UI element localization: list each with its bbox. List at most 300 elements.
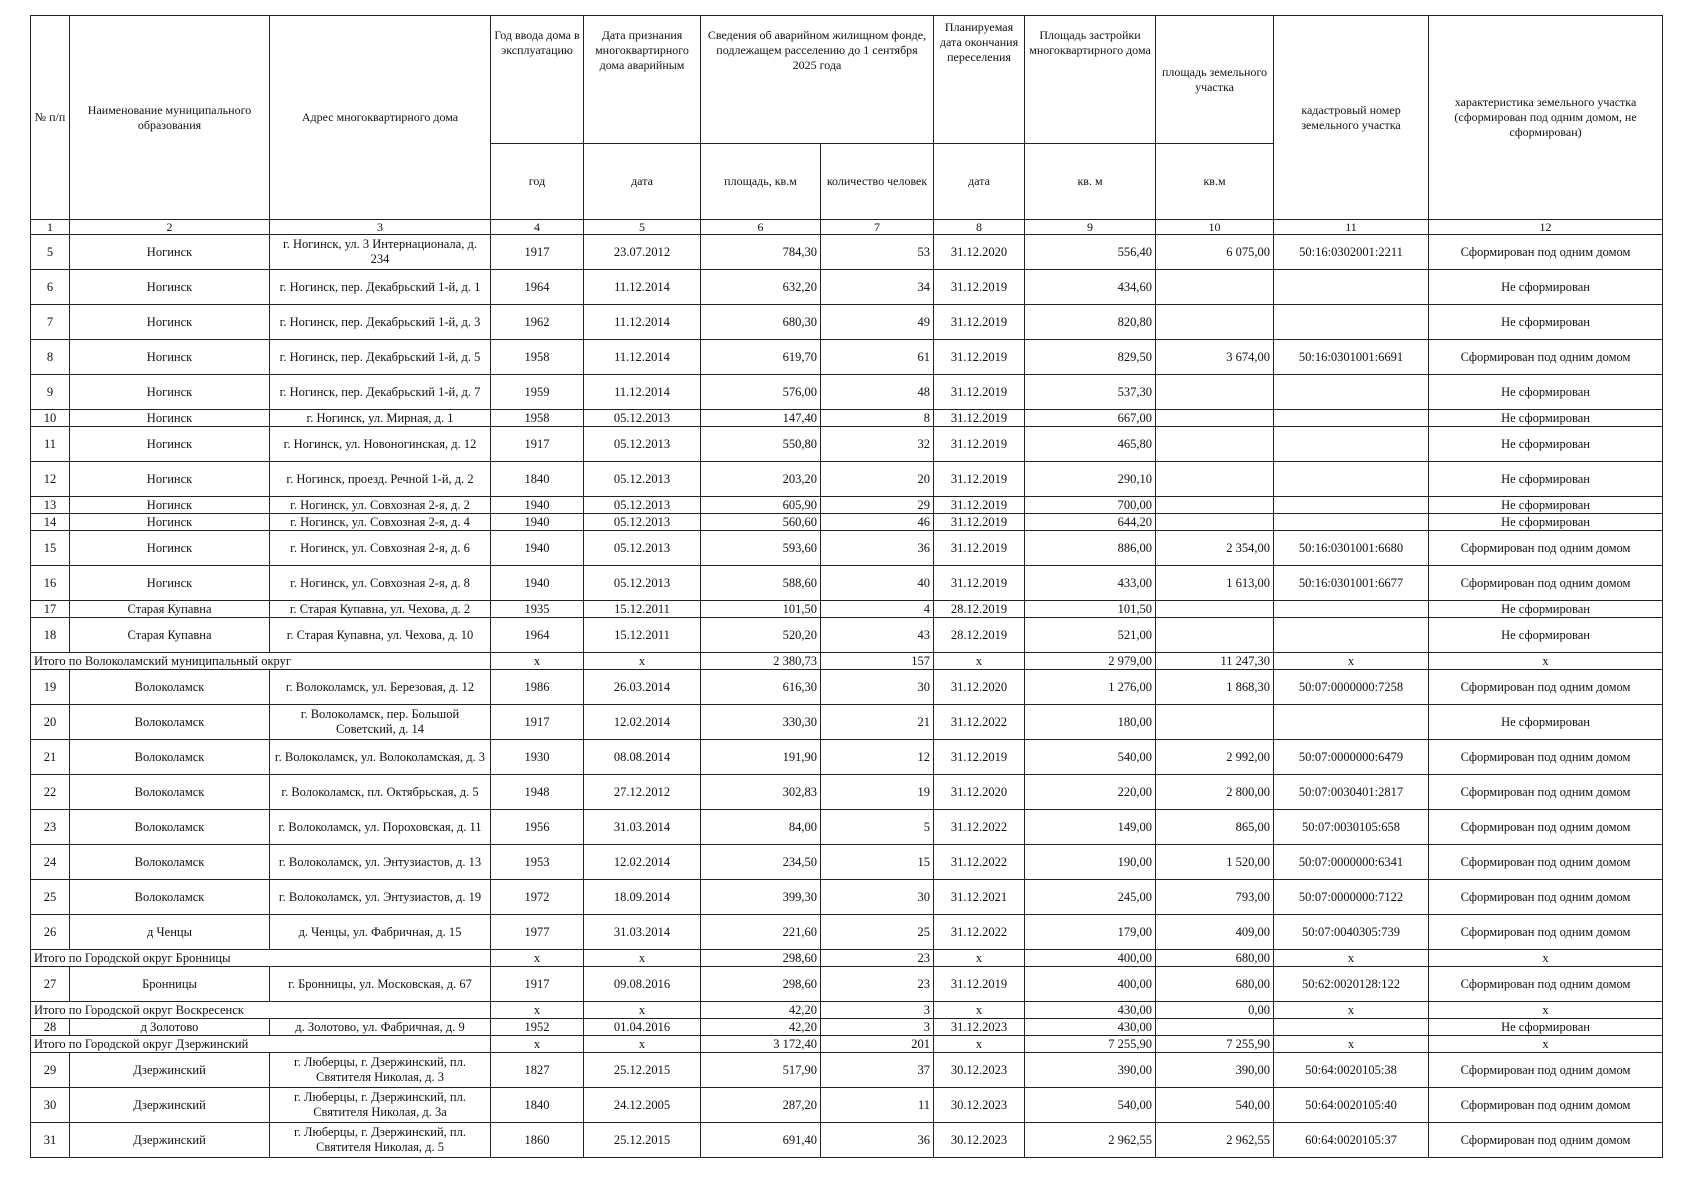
emergency-date-cell: 11.12.2014 xyxy=(584,340,701,375)
area-cell: 234,50 xyxy=(701,845,821,880)
planned-date-cell: 31.12.2019 xyxy=(934,375,1025,410)
area-cell: 221,60 xyxy=(701,915,821,950)
column-number: 3 xyxy=(270,220,491,235)
municipality-cell: Ногинск xyxy=(70,531,270,566)
area-cell: 520,20 xyxy=(701,618,821,653)
table-row xyxy=(31,775,1663,810)
built-area-cell: 430,00 xyxy=(1025,1019,1156,1036)
address-cell: г. Ногинск, пер. Декабрьский 1-й, д. 1 xyxy=(270,270,491,305)
people-cell: 3 xyxy=(821,1019,934,1036)
land-characteristic-cell: Сформирован под одним домом xyxy=(1429,915,1663,950)
subheader-plan-date: дата xyxy=(934,144,1025,220)
year-cell: 1959 xyxy=(491,375,584,410)
year-cell: 1952 xyxy=(491,1019,584,1036)
area-cell: 680,30 xyxy=(701,305,821,340)
year-cell: 1977 xyxy=(491,915,584,950)
area-cell: 588,60 xyxy=(701,566,821,601)
year-cell: 1930 xyxy=(491,740,584,775)
emergency-date-cell: 09.08.2016 xyxy=(584,967,701,1002)
row-number: 13 xyxy=(31,497,70,514)
municipality-cell: Волоколамск xyxy=(70,880,270,915)
municipality-cell: Дзержинский xyxy=(70,1053,270,1088)
subtotal-people: 3 xyxy=(821,1002,934,1019)
built-area-cell: 290,10 xyxy=(1025,462,1156,497)
address-cell: г. Бронницы, ул. Московская, д. 67 xyxy=(270,967,491,1002)
built-area-cell: 434,60 xyxy=(1025,270,1156,305)
emergency-date-cell: 25.12.2015 xyxy=(584,1123,701,1158)
subtotal-area: 42,20 xyxy=(701,1002,821,1019)
municipality-cell: Волоколамск xyxy=(70,775,270,810)
built-area-cell: 829,50 xyxy=(1025,340,1156,375)
table-row xyxy=(31,410,1663,427)
subtotal-people: 23 xyxy=(821,950,934,967)
subtotal-land-characteristic: х xyxy=(1429,1002,1663,1019)
municipality-cell: Волоколамск xyxy=(70,705,270,740)
people-cell: 19 xyxy=(821,775,934,810)
planned-date-cell: 31.12.2019 xyxy=(934,531,1025,566)
land-area-cell: 2 354,00 xyxy=(1156,531,1274,566)
year-cell: 1935 xyxy=(491,601,584,618)
cadastral-cell xyxy=(1274,514,1429,531)
emergency-date-cell: 05.12.2013 xyxy=(584,566,701,601)
table-row xyxy=(31,531,1663,566)
planned-date-cell: 31.12.2019 xyxy=(934,340,1025,375)
row-number: 17 xyxy=(31,601,70,618)
area-cell: 616,30 xyxy=(701,670,821,705)
cadastral-cell: 50:07:0040305:739 xyxy=(1274,915,1429,950)
table-row xyxy=(31,462,1663,497)
area-cell: 691,40 xyxy=(701,1123,821,1158)
year-cell: 1958 xyxy=(491,410,584,427)
people-cell: 61 xyxy=(821,340,934,375)
emergency-date-cell: 18.09.2014 xyxy=(584,880,701,915)
people-cell: 29 xyxy=(821,497,934,514)
subtotal-label: Итого по Городской округ Воскресенск xyxy=(31,1002,491,1019)
row-number: 9 xyxy=(31,375,70,410)
land-area-cell: 2 800,00 xyxy=(1156,775,1274,810)
subtotal-built-area: 2 979,00 xyxy=(1025,653,1156,670)
land-characteristic-cell: Сформирован под одним домом xyxy=(1429,1053,1663,1088)
table-header xyxy=(31,16,1663,235)
land-area-cell: 390,00 xyxy=(1156,1053,1274,1088)
row-number: 8 xyxy=(31,340,70,375)
built-area-cell: 190,00 xyxy=(1025,845,1156,880)
subtotal-plan-date: х xyxy=(934,1002,1025,1019)
area-cell: 576,00 xyxy=(701,375,821,410)
people-cell: 46 xyxy=(821,514,934,531)
header-municipality: Наименование муниципального образования xyxy=(70,16,270,220)
column-number: 1 xyxy=(31,220,70,235)
land-area-cell: 2 992,00 xyxy=(1156,740,1274,775)
land-area-cell xyxy=(1156,601,1274,618)
planned-date-cell: 31.12.2019 xyxy=(934,410,1025,427)
built-area-cell: 149,00 xyxy=(1025,810,1156,845)
address-cell: г. Старая Купавна, ул. Чехова, д. 10 xyxy=(270,618,491,653)
header-built-area: Площадь застройки многоквартирного дома xyxy=(1025,16,1156,144)
subtotal-row xyxy=(31,1036,1663,1053)
address-cell: г. Старая Купавна, ул. Чехова, д. 2 xyxy=(270,601,491,618)
cadastral-cell: 50:62:0020128:122 xyxy=(1274,967,1429,1002)
land-area-cell xyxy=(1156,514,1274,531)
subheader-people: количество человек xyxy=(821,144,934,220)
land-area-cell xyxy=(1156,270,1274,305)
table-row xyxy=(31,601,1663,618)
table-row xyxy=(31,880,1663,915)
year-cell: 1972 xyxy=(491,880,584,915)
address-cell: г. Волоколамск, ул. Пороховская, д. 11 xyxy=(270,810,491,845)
cadastral-cell xyxy=(1274,270,1429,305)
address-cell: г. Ногинск, пер. Декабрьский 1-й, д. 3 xyxy=(270,305,491,340)
land-characteristic-cell: Сформирован под одним домом xyxy=(1429,845,1663,880)
year-cell: 1956 xyxy=(491,810,584,845)
subtotal-cadastral: х xyxy=(1274,1036,1429,1053)
built-area-cell: 521,00 xyxy=(1025,618,1156,653)
planned-date-cell: 28.12.2019 xyxy=(934,618,1025,653)
subheader-date: дата xyxy=(584,144,701,220)
subtotal-row xyxy=(31,1002,1663,1019)
year-cell: 1986 xyxy=(491,670,584,705)
subtotal-cadastral: х xyxy=(1274,1002,1429,1019)
subtotal-date: х xyxy=(584,653,701,670)
municipality-cell: Ногинск xyxy=(70,375,270,410)
subtotal-row xyxy=(31,653,1663,670)
table-row xyxy=(31,375,1663,410)
land-characteristic-cell: Сформирован под одним домом xyxy=(1429,1123,1663,1158)
cadastral-cell xyxy=(1274,427,1429,462)
subtotal-row xyxy=(31,950,1663,967)
area-cell: 399,30 xyxy=(701,880,821,915)
people-cell: 30 xyxy=(821,670,934,705)
people-cell: 5 xyxy=(821,810,934,845)
land-area-cell: 793,00 xyxy=(1156,880,1274,915)
column-number: 7 xyxy=(821,220,934,235)
land-area-cell xyxy=(1156,1019,1274,1036)
address-cell: г. Ногинск, пер. Декабрьский 1-й, д. 7 xyxy=(270,375,491,410)
land-characteristic-cell: Не сформирован xyxy=(1429,462,1663,497)
planned-date-cell: 31.12.2019 xyxy=(934,462,1025,497)
built-area-cell: 2 962,55 xyxy=(1025,1123,1156,1158)
people-cell: 53 xyxy=(821,235,934,270)
subtotal-plan-date: х xyxy=(934,653,1025,670)
emergency-date-cell: 05.12.2013 xyxy=(584,410,701,427)
emergency-date-cell: 31.03.2014 xyxy=(584,915,701,950)
built-area-cell: 245,00 xyxy=(1025,880,1156,915)
table-row xyxy=(31,810,1663,845)
address-cell: г. Люберцы, г. Дзержинский, пл. Святителя Николая, д. 3а xyxy=(270,1088,491,1123)
land-area-cell: 409,00 xyxy=(1156,915,1274,950)
planned-date-cell: 30.12.2023 xyxy=(934,1053,1025,1088)
table-row xyxy=(31,705,1663,740)
address-cell: д. Золотово, ул. Фабричная, д. 9 xyxy=(270,1019,491,1036)
subtotal-area: 2 380,73 xyxy=(701,653,821,670)
header-emergency-date: Дата признания многоквартирного дома аварийным xyxy=(584,16,701,144)
column-number: 6 xyxy=(701,220,821,235)
area-cell: 101,50 xyxy=(701,601,821,618)
subheader-land-sqm: кв.м xyxy=(1156,144,1274,220)
emergency-date-cell: 15.12.2011 xyxy=(584,601,701,618)
subtotal-date: х xyxy=(584,950,701,967)
header-cadastral-number: кадастровый номер земельного участка xyxy=(1274,16,1429,220)
land-characteristic-cell: Сформирован под одним домом xyxy=(1429,235,1663,270)
table-row xyxy=(31,967,1663,1002)
area-cell: 560,60 xyxy=(701,514,821,531)
land-area-cell: 1 520,00 xyxy=(1156,845,1274,880)
planned-date-cell: 31.12.2020 xyxy=(934,670,1025,705)
subtotal-label: Итого по Городской округ Бронницы xyxy=(31,950,491,967)
people-cell: 34 xyxy=(821,270,934,305)
table-row xyxy=(31,1019,1663,1036)
people-cell: 36 xyxy=(821,531,934,566)
built-area-cell: 644,20 xyxy=(1025,514,1156,531)
subtotal-year: х xyxy=(491,950,584,967)
row-number: 26 xyxy=(31,915,70,950)
built-area-cell: 540,00 xyxy=(1025,1088,1156,1123)
cadastral-cell xyxy=(1274,601,1429,618)
cadastral-cell xyxy=(1274,1019,1429,1036)
address-cell: г. Ногинск, ул. Мирная, д. 1 xyxy=(270,410,491,427)
people-cell: 4 xyxy=(821,601,934,618)
row-number: 25 xyxy=(31,880,70,915)
people-cell: 36 xyxy=(821,1123,934,1158)
municipality-cell: д Золотово xyxy=(70,1019,270,1036)
planned-date-cell: 28.12.2019 xyxy=(934,601,1025,618)
land-characteristic-cell: Сформирован под одним домом xyxy=(1429,670,1663,705)
emergency-date-cell: 05.12.2013 xyxy=(584,531,701,566)
subtotal-year: х xyxy=(491,1002,584,1019)
address-cell: г. Ногинск, проезд. Речной 1-й, д. 2 xyxy=(270,462,491,497)
built-area-cell: 540,00 xyxy=(1025,740,1156,775)
land-characteristic-cell: Сформирован под одним домом xyxy=(1429,740,1663,775)
header-emergency-fund: Сведения об аварийном жилищном фонде, подлежащем расселению до 1 сентября 2025 года xyxy=(701,16,934,144)
column-number: 11 xyxy=(1274,220,1429,235)
header-num: № п/п xyxy=(31,16,70,220)
column-number-row xyxy=(31,220,1663,235)
table-row xyxy=(31,566,1663,601)
year-cell: 1840 xyxy=(491,1088,584,1123)
land-area-cell xyxy=(1156,462,1274,497)
planned-date-cell: 31.12.2022 xyxy=(934,845,1025,880)
subheader-built-sqm: кв. м xyxy=(1025,144,1156,220)
cadastral-cell xyxy=(1274,462,1429,497)
area-cell: 84,00 xyxy=(701,810,821,845)
row-number: 22 xyxy=(31,775,70,810)
cadastral-cell xyxy=(1274,305,1429,340)
table-row xyxy=(31,915,1663,950)
people-cell: 32 xyxy=(821,427,934,462)
area-cell: 147,40 xyxy=(701,410,821,427)
cadastral-cell: 50:07:0000000:7258 xyxy=(1274,670,1429,705)
area-cell: 784,30 xyxy=(701,235,821,270)
land-area-cell: 3 674,00 xyxy=(1156,340,1274,375)
subtotal-built-area: 400,00 xyxy=(1025,950,1156,967)
address-cell: г. Люберцы, г. Дзержинский, пл. Святителя Николая, д. 3 xyxy=(270,1053,491,1088)
row-number: 15 xyxy=(31,531,70,566)
subtotal-land-characteristic: х xyxy=(1429,653,1663,670)
cadastral-cell: 50:16:0301001:6677 xyxy=(1274,566,1429,601)
year-cell: 1964 xyxy=(491,270,584,305)
people-cell: 11 xyxy=(821,1088,934,1123)
municipality-cell: Ногинск xyxy=(70,270,270,305)
row-number: 18 xyxy=(31,618,70,653)
emergency-date-cell: 11.12.2014 xyxy=(584,270,701,305)
cadastral-cell xyxy=(1274,618,1429,653)
cadastral-cell: 50:16:0301001:6680 xyxy=(1274,531,1429,566)
land-area-cell xyxy=(1156,705,1274,740)
header-planned-resettlement: Планируемая дата окончания переселения xyxy=(934,16,1025,144)
table-row xyxy=(31,514,1663,531)
table-row xyxy=(31,1053,1663,1088)
row-number: 28 xyxy=(31,1019,70,1036)
built-area-cell: 220,00 xyxy=(1025,775,1156,810)
table-row xyxy=(31,1123,1663,1158)
land-area-cell: 865,00 xyxy=(1156,810,1274,845)
subtotal-plan-date: х xyxy=(934,950,1025,967)
area-cell: 302,83 xyxy=(701,775,821,810)
built-area-cell: 537,30 xyxy=(1025,375,1156,410)
area-cell: 203,20 xyxy=(701,462,821,497)
address-cell: г. Волоколамск, ул. Березовая, д. 12 xyxy=(270,670,491,705)
municipality-cell: Старая Купавна xyxy=(70,618,270,653)
row-number: 12 xyxy=(31,462,70,497)
cadastral-cell xyxy=(1274,497,1429,514)
cadastral-cell: 50:07:0000000:6479 xyxy=(1274,740,1429,775)
address-cell: г. Ногинск, пер. Декабрьский 1-й, д. 5 xyxy=(270,340,491,375)
people-cell: 37 xyxy=(821,1053,934,1088)
row-number: 10 xyxy=(31,410,70,427)
land-area-cell xyxy=(1156,375,1274,410)
address-cell: г. Ногинск, ул. Новоногинская, д. 12 xyxy=(270,427,491,462)
cadastral-cell: 50:64:0020105:38 xyxy=(1274,1053,1429,1088)
built-area-cell: 465,80 xyxy=(1025,427,1156,462)
planned-date-cell: 31.12.2022 xyxy=(934,810,1025,845)
year-cell: 1917 xyxy=(491,705,584,740)
area-cell: 632,20 xyxy=(701,270,821,305)
row-number: 21 xyxy=(31,740,70,775)
subheader-year: год xyxy=(491,144,584,220)
land-characteristic-cell: Не сформирован xyxy=(1429,618,1663,653)
built-area-cell: 556,40 xyxy=(1025,235,1156,270)
land-area-cell: 1 613,00 xyxy=(1156,566,1274,601)
built-area-cell: 700,00 xyxy=(1025,497,1156,514)
address-cell: г. Ногинск, ул. Совхозная 2-я, д. 2 xyxy=(270,497,491,514)
address-cell: г. Ногинск, ул. Совхозная 2-я, д. 6 xyxy=(270,531,491,566)
table-row xyxy=(31,235,1663,270)
row-number: 20 xyxy=(31,705,70,740)
row-number: 6 xyxy=(31,270,70,305)
year-cell: 1917 xyxy=(491,235,584,270)
land-characteristic-cell: Не сформирован xyxy=(1429,375,1663,410)
header-year-commissioned: Год ввода дома в эксплуатацию xyxy=(491,16,584,144)
planned-date-cell: 31.12.2019 xyxy=(934,497,1025,514)
land-area-cell xyxy=(1156,497,1274,514)
planned-date-cell: 30.12.2023 xyxy=(934,1123,1025,1158)
row-number: 7 xyxy=(31,305,70,340)
land-characteristic-cell: Не сформирован xyxy=(1429,514,1663,531)
land-characteristic-cell: Сформирован под одним домом xyxy=(1429,531,1663,566)
cadastral-cell: 50:07:0030105:658 xyxy=(1274,810,1429,845)
municipality-cell: Ногинск xyxy=(70,566,270,601)
address-cell: г. Волоколамск, пл. Октябрьская, д. 5 xyxy=(270,775,491,810)
year-cell: 1860 xyxy=(491,1123,584,1158)
header-land-characteristic: характеристика земельного участка (сформирован под одним домом, не сформирован) xyxy=(1429,16,1663,220)
year-cell: 1940 xyxy=(491,497,584,514)
planned-date-cell: 31.12.2019 xyxy=(934,305,1025,340)
municipality-cell: Волоколамск xyxy=(70,670,270,705)
subtotal-land-characteristic: х xyxy=(1429,1036,1663,1053)
subtotal-land-area: 11 247,30 xyxy=(1156,653,1274,670)
people-cell: 15 xyxy=(821,845,934,880)
people-cell: 12 xyxy=(821,740,934,775)
planned-date-cell: 31.12.2019 xyxy=(934,566,1025,601)
emergency-date-cell: 05.12.2013 xyxy=(584,462,701,497)
emergency-date-cell: 12.02.2014 xyxy=(584,705,701,740)
land-characteristic-cell: Не сформирован xyxy=(1429,497,1663,514)
municipality-cell: Ногинск xyxy=(70,235,270,270)
land-area-cell: 680,00 xyxy=(1156,967,1274,1002)
emergency-date-cell: 08.08.2014 xyxy=(584,740,701,775)
planned-date-cell: 31.12.2019 xyxy=(934,514,1025,531)
municipality-cell: Ногинск xyxy=(70,340,270,375)
subtotal-area: 298,60 xyxy=(701,950,821,967)
subtotal-date: х xyxy=(584,1036,701,1053)
emergency-date-cell: 23.07.2012 xyxy=(584,235,701,270)
planned-date-cell: 31.12.2021 xyxy=(934,880,1025,915)
row-number: 23 xyxy=(31,810,70,845)
cadastral-cell: 50:07:0030401:2817 xyxy=(1274,775,1429,810)
municipality-cell: Старая Купавна xyxy=(70,601,270,618)
planned-date-cell: 31.12.2020 xyxy=(934,235,1025,270)
row-number: 16 xyxy=(31,566,70,601)
land-characteristic-cell: Сформирован под одним домом xyxy=(1429,340,1663,375)
people-cell: 23 xyxy=(821,967,934,1002)
planned-date-cell: 31.12.2022 xyxy=(934,915,1025,950)
planned-date-cell: 30.12.2023 xyxy=(934,1088,1025,1123)
planned-date-cell: 31.12.2019 xyxy=(934,270,1025,305)
area-cell: 298,60 xyxy=(701,967,821,1002)
built-area-cell: 390,00 xyxy=(1025,1053,1156,1088)
column-number: 8 xyxy=(934,220,1025,235)
emergency-date-cell: 24.12.2005 xyxy=(584,1088,701,1123)
built-area-cell: 180,00 xyxy=(1025,705,1156,740)
subtotal-people: 201 xyxy=(821,1036,934,1053)
area-cell: 287,20 xyxy=(701,1088,821,1123)
address-cell: г. Волоколамск, пер. Большой Советский, д. 14 xyxy=(270,705,491,740)
subtotal-land-area: 7 255,90 xyxy=(1156,1036,1274,1053)
area-cell: 593,60 xyxy=(701,531,821,566)
municipality-cell: Ногинск xyxy=(70,514,270,531)
built-area-cell: 886,00 xyxy=(1025,531,1156,566)
land-characteristic-cell: Сформирован под одним домом xyxy=(1429,810,1663,845)
address-cell: г. Волоколамск, ул. Энтузиастов, д. 13 xyxy=(270,845,491,880)
municipality-cell: д Ченцы xyxy=(70,915,270,950)
emergency-date-cell: 15.12.2011 xyxy=(584,618,701,653)
year-cell: 1940 xyxy=(491,514,584,531)
land-area-cell: 6 075,00 xyxy=(1156,235,1274,270)
header-address: Адрес многоквартирного дома xyxy=(270,16,491,220)
area-cell: 605,90 xyxy=(701,497,821,514)
address-cell: г. Ногинск, ул. 3 Интернационала, д. 234 xyxy=(270,235,491,270)
built-area-cell: 667,00 xyxy=(1025,410,1156,427)
emergency-date-cell: 27.12.2012 xyxy=(584,775,701,810)
cadastral-cell: 60:64:0020105:37 xyxy=(1274,1123,1429,1158)
area-cell: 550,80 xyxy=(701,427,821,462)
people-cell: 20 xyxy=(821,462,934,497)
emergency-date-cell: 26.03.2014 xyxy=(584,670,701,705)
table-row xyxy=(31,497,1663,514)
address-cell: г. Волоколамск, ул. Волоколамская, д. 3 xyxy=(270,740,491,775)
table-body xyxy=(31,235,1663,1158)
column-number: 12 xyxy=(1429,220,1663,235)
